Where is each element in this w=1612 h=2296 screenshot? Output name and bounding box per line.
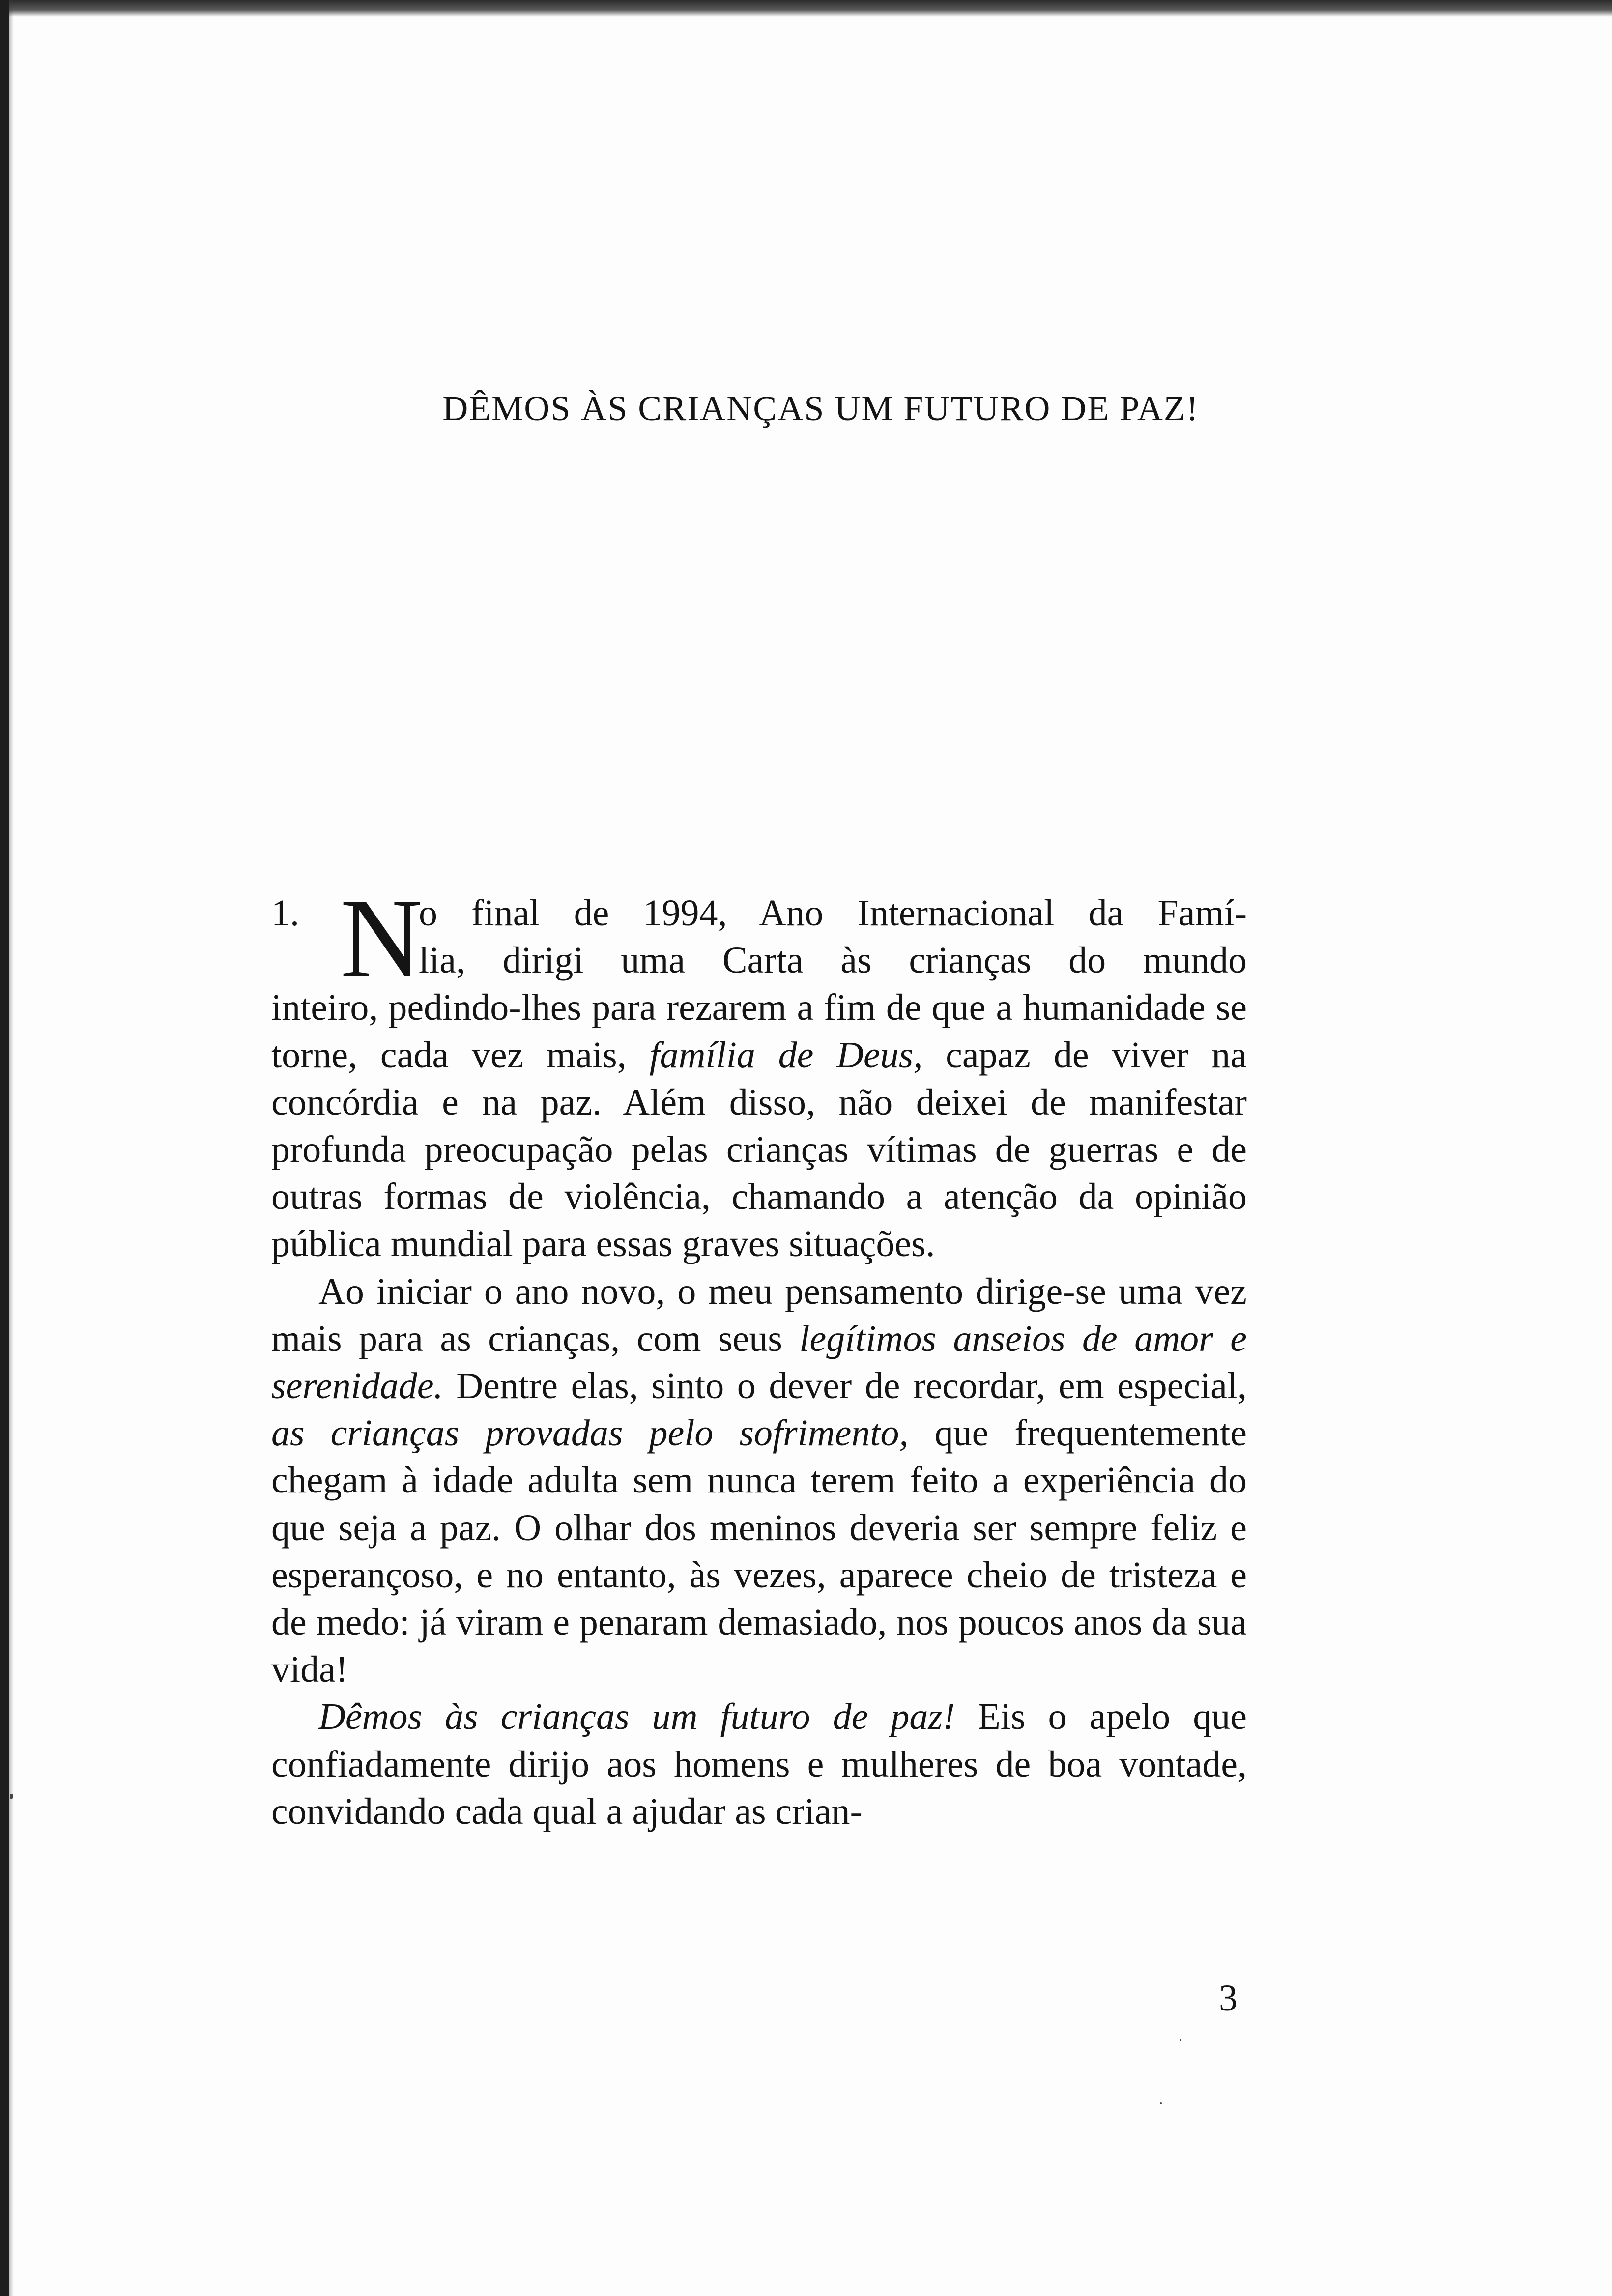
scan-top-edge	[0, 0, 1612, 17]
drop-cap: N	[340, 875, 423, 1002]
scan-speck	[1180, 2039, 1181, 2041]
paragraph-3	[271, 1693, 1247, 1835]
section-1-text-b: capaz de viver na concórdia e na paz. Além disso, não deixei de manifestar profunda preocupação pelas crianças vítimas de guerras e de outras formas de violência, chamando a atenção da opinião pública mundial para essas graves situações.	[271, 1034, 1247, 1265]
section-number: 1.	[271, 892, 299, 934]
section-1-paragraph	[271, 984, 1247, 1267]
scan-speck	[10, 1794, 13, 1799]
paragraph-3-text: Eis o apelo que confiadamente dirijo aos homens e mulheres de boa vontade, convidando cada qual a ajudar as crian-	[271, 1696, 1247, 1832]
page-title: DÊMOS ÀS CRIANÇAS UM FUTURO DE PAZ!	[442, 389, 1199, 428]
paragraph-2-text-a: Ao iniciar o ano novo, o meu pensamento dirige-se uma vez mais para as crianças, com seus	[271, 1270, 1247, 1359]
paragraph-2	[271, 1268, 1247, 1693]
paragraph-2-italic-b: as crianças provadas pelo sofrimento,	[271, 1412, 909, 1454]
paragraph-2-text-b: Dentre elas, sinto o dever de recordar, em especial,	[443, 1365, 1247, 1407]
paragraph-2-text-c: que frequentemente chegam à idade adulta sem nunca terem feito a experiência do que seja a paz. O olhar dos meninos deveria ser sempre feliz e esperançoso, e no entanto, às vezes, aparece cheio de tristeza e de medo: já viram e penaram demasiado, nos poucos anos da sua vida!	[271, 1412, 1247, 1691]
paragraph-2-italic-a: legítimos anseios de amor e serenidade.	[271, 1318, 1247, 1407]
section-1-line-1: o final de 1994, Ano Internacional da Famí-	[419, 892, 1247, 934]
scan-left-shadow	[9, 0, 14, 2296]
section-1-italic: família de Deus,	[649, 1034, 923, 1076]
scan-speck	[1160, 2102, 1162, 2104]
section-1-line-2: lia, dirigi uma Carta às crianças do mundo	[419, 940, 1247, 981]
section-1	[271, 875, 1247, 1268]
body-text	[271, 875, 1247, 1835]
page-number: 3	[1219, 1978, 1238, 2019]
scan-left-edge	[0, 0, 9, 2296]
paragraph-3-italic: Dêmos às crianças um futuro de paz!	[318, 1696, 955, 1738]
section-1-text-a: inteiro, pedindo-lhes para rezarem a fim de que a humanidade se torne, cada vez mais,	[271, 987, 1247, 1076]
